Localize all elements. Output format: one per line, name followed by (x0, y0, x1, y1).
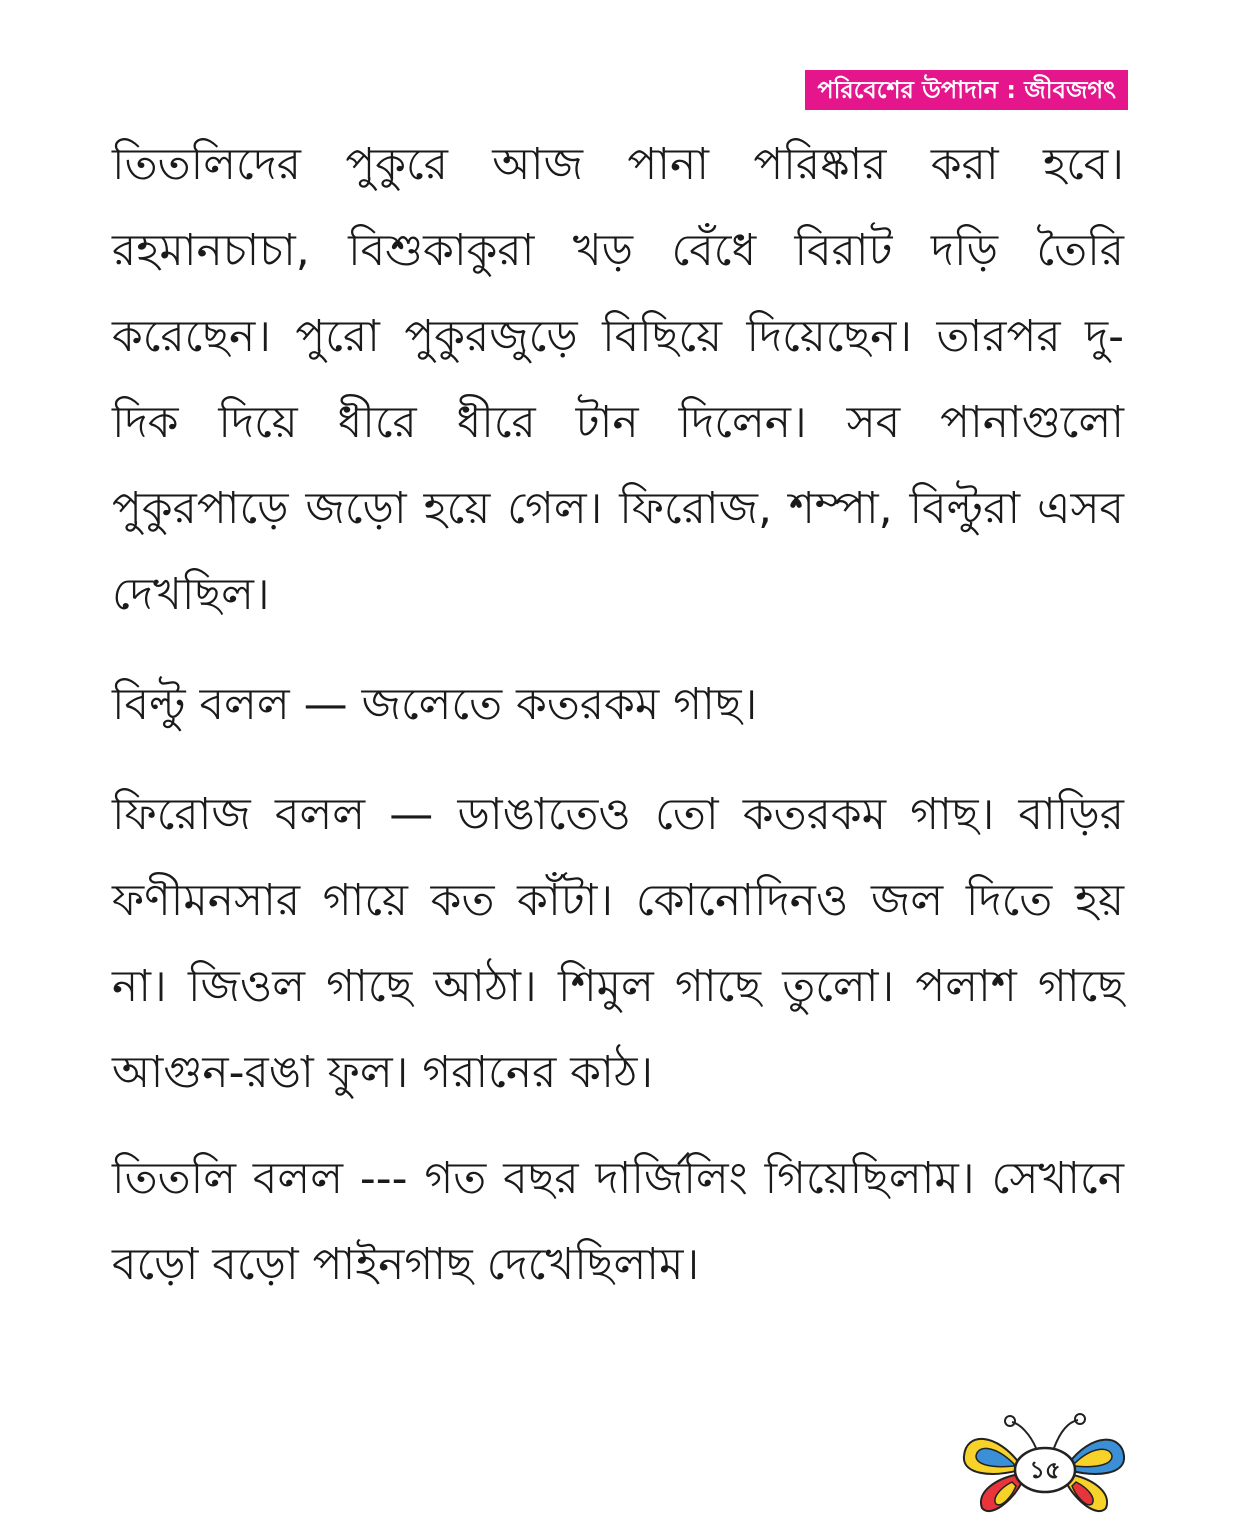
paragraph-biltu: বিল্টু বলল — জলেতে কতরকম গাছ। (112, 679, 758, 730)
paragraph-titli: তিতলি বলল --- গত বছর দার্জিলিং গিয়েছিলাম। সেখানে বড়ো বড়ো পাইনগাছ দেখেছিলাম। (112, 1153, 1124, 1290)
paragraph-pond-cleaning: তিতলিদের পুকুরে আজ পানা পরিষ্কার করা হবে। রহমানচাচা, বিশুকাকুরা খড় বেঁধে বিরাট দড়ি তৈরি করেছেন। পুরো পুকুরজুড়ে বিছিয়ে দিয়েছেন। তারপর দু-দিক দিয়ে ধীরে ধীরে টান দিলেন। সব পানাগুলো পুকুরপাড়ে জড়ো হয়ে গেল। ফিরোজ, শম্পা, বিল্টুরা এসব দেখছিল। (112, 139, 1124, 620)
paragraph-firoj: ফিরোজ বলল — ডাঙাতেও তো কতরকম গাছ। বাড়ির ফণীমনসার গায়ে কত কাঁটা। কোনোদিনও জল দিতে হয় না। জিওল গাছে আঠা। শিমুল গাছে তুলো। পলাশ গাছে আগুন-রঙা ফুল। গরানের কাঠ। (112, 789, 1124, 1098)
chapter-label-badge: পরিবেশের উপাদান : জীবজগৎ (805, 70, 1128, 110)
page-number-badge (956, 1408, 1132, 1520)
page-body (112, 122, 1124, 1308)
page-number: ১৫ (1029, 1456, 1061, 1484)
